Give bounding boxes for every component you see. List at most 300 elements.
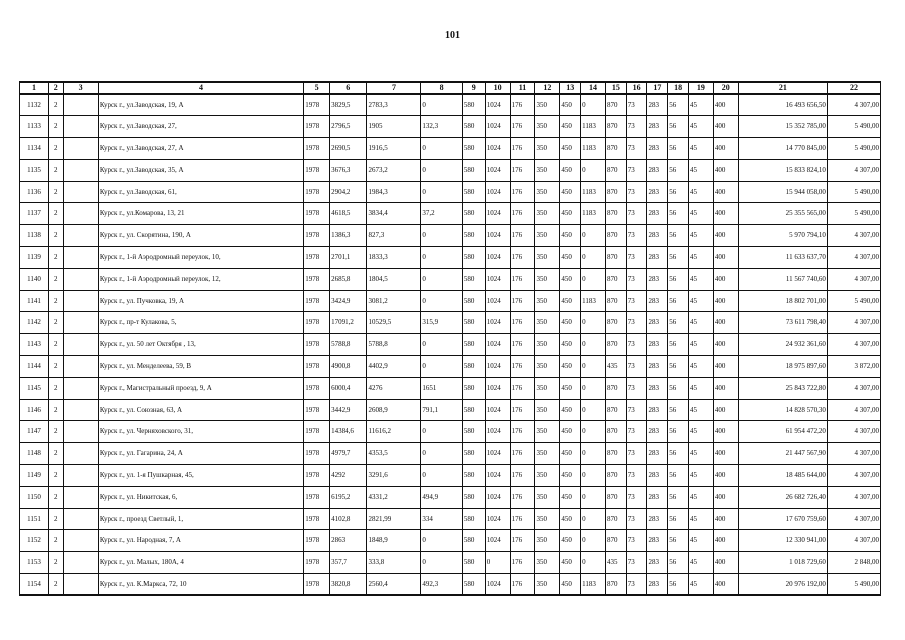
table-cell: 283 xyxy=(647,181,668,203)
table-cell: 350 xyxy=(535,574,560,596)
table-cell: 3829,5 xyxy=(330,94,367,116)
table-cell: 2 xyxy=(49,268,64,290)
table-cell: 56 xyxy=(668,486,689,508)
address-cell: Курск г., ул. К.Маркса, 72, 10 xyxy=(98,574,303,596)
table-cell: 176 xyxy=(510,552,535,574)
table-cell: 1153 xyxy=(20,552,49,574)
table-cell: 350 xyxy=(535,290,560,312)
table-cell: 580 xyxy=(462,465,485,487)
table-cell: 25 843 722,80 xyxy=(738,377,827,399)
table-cell: 45 xyxy=(688,268,713,290)
table-cell: 1978 xyxy=(304,508,330,530)
table-cell xyxy=(63,486,98,508)
table-cell: 176 xyxy=(510,334,535,356)
table-cell: 176 xyxy=(510,356,535,378)
table-cell: 45 xyxy=(688,486,713,508)
table-cell: 1804,5 xyxy=(367,268,421,290)
table-row xyxy=(20,356,881,378)
table-cell: 450 xyxy=(560,530,581,552)
column-header: 21 xyxy=(738,82,827,94)
table-cell: 1183 xyxy=(581,138,606,160)
table-cell: 0 xyxy=(581,247,606,269)
table-cell: 4 307,00 xyxy=(827,465,880,487)
table-cell: 4618,5 xyxy=(330,203,367,225)
table-cell: 2 xyxy=(49,574,64,596)
table-cell: 14 828 570,30 xyxy=(738,399,827,421)
table-cell: 400 xyxy=(713,377,738,399)
header-row xyxy=(20,82,881,94)
table-cell: 56 xyxy=(668,421,689,443)
table-cell: 5 970 794,10 xyxy=(738,225,827,247)
table-cell: 400 xyxy=(713,421,738,443)
table-cell: 450 xyxy=(560,334,581,356)
table-cell: 580 xyxy=(462,377,485,399)
table-cell: 4 307,00 xyxy=(827,508,880,530)
table-cell: 283 xyxy=(647,421,668,443)
table-cell: 350 xyxy=(535,508,560,530)
table-cell: 17 670 759,60 xyxy=(738,508,827,530)
table-cell: 2821,99 xyxy=(367,508,421,530)
table-cell: 17091,2 xyxy=(330,312,367,334)
table-cell: 283 xyxy=(647,530,668,552)
table-cell: 283 xyxy=(647,508,668,530)
table-cell: 56 xyxy=(668,530,689,552)
table-cell: 870 xyxy=(606,203,627,225)
table-cell: 0 xyxy=(421,225,462,247)
table-cell: 870 xyxy=(606,508,627,530)
table-cell: 1024 xyxy=(485,421,510,443)
table-cell: 176 xyxy=(510,203,535,225)
address-cell: Курск г., ул. Никитская, 6, xyxy=(98,486,303,508)
table-cell: 283 xyxy=(647,443,668,465)
table-cell: 1147 xyxy=(20,421,49,443)
table-cell: 1386,3 xyxy=(330,225,367,247)
table-cell: 283 xyxy=(647,247,668,269)
table-cell: 1024 xyxy=(485,225,510,247)
table-cell xyxy=(63,356,98,378)
table-cell: 1183 xyxy=(581,116,606,138)
table-cell: 870 xyxy=(606,465,627,487)
table-cell: 870 xyxy=(606,443,627,465)
table-cell: 56 xyxy=(668,116,689,138)
table-cell: 450 xyxy=(560,312,581,334)
table-cell: 2 xyxy=(49,486,64,508)
table-cell: 73 xyxy=(626,421,647,443)
table-cell: 2 xyxy=(49,181,64,203)
table-cell: 176 xyxy=(510,508,535,530)
table-cell: 26 682 726,40 xyxy=(738,486,827,508)
table-cell: 45 xyxy=(688,159,713,181)
table-cell: 56 xyxy=(668,334,689,356)
table-row xyxy=(20,225,881,247)
table-cell: 4 307,00 xyxy=(827,94,880,116)
table-cell: 73 xyxy=(626,159,647,181)
table-cell: 315,9 xyxy=(421,312,462,334)
table-cell: 492,3 xyxy=(421,574,462,596)
table-cell: 2 xyxy=(49,334,64,356)
table-cell: 73 xyxy=(626,312,647,334)
table-cell xyxy=(63,421,98,443)
table-cell: 0 xyxy=(581,312,606,334)
address-cell: Курск г., проезд Светлый, 1, xyxy=(98,508,303,530)
table-cell: 450 xyxy=(560,465,581,487)
address-cell: Курск г., ул.Заводская, 27, А xyxy=(98,138,303,160)
table-cell: 45 xyxy=(688,334,713,356)
table-cell: 73 xyxy=(626,247,647,269)
table-cell: 580 xyxy=(462,203,485,225)
table-cell: 870 xyxy=(606,486,627,508)
table-cell: 0 xyxy=(581,552,606,574)
table-cell: 870 xyxy=(606,247,627,269)
table-cell: 1984,3 xyxy=(367,181,421,203)
table-cell: 870 xyxy=(606,421,627,443)
table-cell: 45 xyxy=(688,290,713,312)
table-cell: 56 xyxy=(668,356,689,378)
table-cell: 450 xyxy=(560,552,581,574)
table-cell: 2690,5 xyxy=(330,138,367,160)
table-cell xyxy=(63,116,98,138)
table-cell: 0 xyxy=(421,181,462,203)
table-cell: 73 xyxy=(626,181,647,203)
table-cell: 2608,9 xyxy=(367,399,421,421)
table-cell: 400 xyxy=(713,465,738,487)
table-cell: 1139 xyxy=(20,247,49,269)
housing-registry-table xyxy=(19,81,881,596)
table-cell: 0 xyxy=(421,421,462,443)
table-row xyxy=(20,138,881,160)
table-cell xyxy=(63,530,98,552)
table-cell: 0 xyxy=(421,138,462,160)
table-row xyxy=(20,486,881,508)
table-cell: 73 xyxy=(626,508,647,530)
table-cell: 283 xyxy=(647,225,668,247)
table-cell: 350 xyxy=(535,465,560,487)
table-cell: 1024 xyxy=(485,465,510,487)
table-cell: 350 xyxy=(535,247,560,269)
table-cell: 580 xyxy=(462,443,485,465)
table-cell: 283 xyxy=(647,116,668,138)
table-cell: 1141 xyxy=(20,290,49,312)
table-cell: 3676,3 xyxy=(330,159,367,181)
table-cell xyxy=(63,181,98,203)
table-cell: 2 xyxy=(49,94,64,116)
table-cell: 0 xyxy=(581,399,606,421)
table-row xyxy=(20,268,881,290)
table-cell: 350 xyxy=(535,334,560,356)
table-cell: 580 xyxy=(462,399,485,421)
table-cell: 400 xyxy=(713,181,738,203)
table-cell: 3834,4 xyxy=(367,203,421,225)
table-cell: 176 xyxy=(510,465,535,487)
table-cell: 2 xyxy=(49,225,64,247)
table-cell: 61 954 472,20 xyxy=(738,421,827,443)
table-cell: 350 xyxy=(535,399,560,421)
table-cell: 0 xyxy=(581,334,606,356)
table-cell: 1978 xyxy=(304,465,330,487)
table-cell: 580 xyxy=(462,421,485,443)
table-cell: 0 xyxy=(581,225,606,247)
table-cell: 18 485 644,00 xyxy=(738,465,827,487)
column-header: 16 xyxy=(626,82,647,94)
address-cell: Курск г., пр-т Кулакова, 5, xyxy=(98,312,303,334)
table-cell: 1024 xyxy=(485,268,510,290)
column-header: 15 xyxy=(606,82,627,94)
table-cell: 870 xyxy=(606,138,627,160)
table-cell: 73 xyxy=(626,530,647,552)
table-cell xyxy=(63,203,98,225)
table-cell: 870 xyxy=(606,377,627,399)
table-cell: 56 xyxy=(668,399,689,421)
table-cell: 4 307,00 xyxy=(827,247,880,269)
table-cell: 4 307,00 xyxy=(827,486,880,508)
table-cell: 1978 xyxy=(304,399,330,421)
table-cell: 1146 xyxy=(20,399,49,421)
table-cell: 45 xyxy=(688,465,713,487)
table-cell: 1138 xyxy=(20,225,49,247)
table-cell: 0 xyxy=(421,356,462,378)
table-cell: 435 xyxy=(606,552,627,574)
table-cell: 56 xyxy=(668,225,689,247)
table-cell: 2796,5 xyxy=(330,116,367,138)
table-row xyxy=(20,203,881,225)
table-cell: 5 490,00 xyxy=(827,116,880,138)
table-cell: 580 xyxy=(462,530,485,552)
table-cell: 2 xyxy=(49,116,64,138)
table-row xyxy=(20,334,881,356)
table-cell: 2863 xyxy=(330,530,367,552)
table-cell: 283 xyxy=(647,399,668,421)
table-cell: 283 xyxy=(647,377,668,399)
address-cell: Курск г., ул. Союзная, 63, А xyxy=(98,399,303,421)
table-cell xyxy=(63,377,98,399)
table-cell: 56 xyxy=(668,508,689,530)
table-cell: 56 xyxy=(668,268,689,290)
table-cell: 450 xyxy=(560,421,581,443)
table-cell: 1148 xyxy=(20,443,49,465)
table-cell: 283 xyxy=(647,94,668,116)
table-cell: 450 xyxy=(560,94,581,116)
table-cell: 45 xyxy=(688,203,713,225)
table-cell: 350 xyxy=(535,356,560,378)
table-cell: 1978 xyxy=(304,312,330,334)
table-cell: 1133 xyxy=(20,116,49,138)
table-cell: 580 xyxy=(462,552,485,574)
table-cell: 0 xyxy=(421,530,462,552)
table-cell: 45 xyxy=(688,377,713,399)
table-cell: 870 xyxy=(606,399,627,421)
table-cell: 73 xyxy=(626,443,647,465)
table-cell: 1024 xyxy=(485,356,510,378)
column-header: 20 xyxy=(713,82,738,94)
table-cell: 56 xyxy=(668,312,689,334)
table-cell: 4 307,00 xyxy=(827,443,880,465)
table-cell: 0 xyxy=(581,508,606,530)
table-cell: 870 xyxy=(606,94,627,116)
table-cell: 2783,3 xyxy=(367,94,421,116)
table-cell: 450 xyxy=(560,138,581,160)
table-cell: 1183 xyxy=(581,574,606,596)
table-cell: 73 xyxy=(626,486,647,508)
table-cell: 0 xyxy=(581,356,606,378)
address-cell: Курск г., ул. 1-я Пушкарная, 45, xyxy=(98,465,303,487)
table-cell: 350 xyxy=(535,312,560,334)
table-cell xyxy=(63,312,98,334)
table-cell: 450 xyxy=(560,116,581,138)
table-cell: 1024 xyxy=(485,138,510,160)
table-cell: 0 xyxy=(581,377,606,399)
table-cell: 56 xyxy=(668,138,689,160)
table-cell: 870 xyxy=(606,334,627,356)
table-cell: 2 xyxy=(49,465,64,487)
table-cell: 1978 xyxy=(304,421,330,443)
table-cell: 45 xyxy=(688,399,713,421)
table-cell: 494,9 xyxy=(421,486,462,508)
table-row xyxy=(20,574,881,596)
table-cell: 176 xyxy=(510,138,535,160)
table-cell: 350 xyxy=(535,486,560,508)
table-cell: 1024 xyxy=(485,574,510,596)
table-cell: 350 xyxy=(535,181,560,203)
table-cell: 580 xyxy=(462,138,485,160)
table-cell: 400 xyxy=(713,486,738,508)
table-cell: 400 xyxy=(713,574,738,596)
table-cell: 580 xyxy=(462,312,485,334)
table-cell: 2 xyxy=(49,443,64,465)
table-cell: 400 xyxy=(713,312,738,334)
table-row xyxy=(20,465,881,487)
table-cell: 1978 xyxy=(304,159,330,181)
table-cell: 2 xyxy=(49,203,64,225)
table-cell: 1978 xyxy=(304,443,330,465)
table-cell: 73 xyxy=(626,203,647,225)
table-cell: 791,1 xyxy=(421,399,462,421)
column-header: 8 xyxy=(421,82,462,94)
table-cell: 580 xyxy=(462,356,485,378)
table-cell: 3 872,00 xyxy=(827,356,880,378)
table-cell: 1978 xyxy=(304,356,330,378)
table-cell xyxy=(63,443,98,465)
table-cell: 1024 xyxy=(485,334,510,356)
table-cell: 400 xyxy=(713,334,738,356)
table-cell: 1978 xyxy=(304,247,330,269)
table-cell: 1916,5 xyxy=(367,138,421,160)
table-cell: 400 xyxy=(713,159,738,181)
table-cell: 6000,4 xyxy=(330,377,367,399)
table-cell: 73 xyxy=(626,465,647,487)
table-cell: 2 xyxy=(49,530,64,552)
table-cell: 73 xyxy=(626,138,647,160)
address-cell: Курск г., Магистральный проезд, 9, А xyxy=(98,377,303,399)
table-cell: 10529,5 xyxy=(367,312,421,334)
table-row xyxy=(20,94,881,116)
table-cell: 3424,9 xyxy=(330,290,367,312)
table-cell: 1024 xyxy=(485,508,510,530)
table-cell: 1651 xyxy=(421,377,462,399)
column-header: 12 xyxy=(535,82,560,94)
table-cell: 24 932 361,60 xyxy=(738,334,827,356)
column-header: 19 xyxy=(688,82,713,94)
table-cell: 1154 xyxy=(20,574,49,596)
table-cell: 4979,7 xyxy=(330,443,367,465)
table-cell: 176 xyxy=(510,181,535,203)
table-cell: 4 307,00 xyxy=(827,334,880,356)
table-cell: 450 xyxy=(560,203,581,225)
address-cell: Курск г., 1-й Аэродромный переулок, 12, xyxy=(98,268,303,290)
table-cell: 1024 xyxy=(485,203,510,225)
table-cell: 6195,2 xyxy=(330,486,367,508)
table-cell: 56 xyxy=(668,290,689,312)
table-cell: 5788,8 xyxy=(367,334,421,356)
table-cell: 0 xyxy=(581,268,606,290)
table-cell: 1149 xyxy=(20,465,49,487)
table-cell: 45 xyxy=(688,312,713,334)
table-cell xyxy=(63,268,98,290)
table-cell: 176 xyxy=(510,116,535,138)
table-cell: 1024 xyxy=(485,159,510,181)
address-cell: Курск г., 1-й Аэродромный переулок, 10, xyxy=(98,247,303,269)
table-cell: 1024 xyxy=(485,290,510,312)
table-cell: 283 xyxy=(647,138,668,160)
table-row xyxy=(20,290,881,312)
table-cell: 5 490,00 xyxy=(827,574,880,596)
table-cell: 4 307,00 xyxy=(827,225,880,247)
table-cell: 283 xyxy=(647,268,668,290)
table-cell: 870 xyxy=(606,181,627,203)
column-header: 14 xyxy=(581,82,606,94)
table-cell: 1978 xyxy=(304,181,330,203)
table-row xyxy=(20,530,881,552)
address-cell: Курск г., ул.Комарова, 13, 21 xyxy=(98,203,303,225)
page-number: 101 xyxy=(445,30,460,41)
table-cell: 400 xyxy=(713,247,738,269)
address-cell: Курск г., ул. Скорятина, 190, А xyxy=(98,225,303,247)
table-cell: 5 490,00 xyxy=(827,290,880,312)
table-cell: 450 xyxy=(560,377,581,399)
table-cell: 2 xyxy=(49,508,64,530)
table-cell: 0 xyxy=(421,159,462,181)
table-cell: 1136 xyxy=(20,181,49,203)
table-cell: 1135 xyxy=(20,159,49,181)
table-cell: 1833,3 xyxy=(367,247,421,269)
table-cell: 45 xyxy=(688,94,713,116)
table-cell: 45 xyxy=(688,508,713,530)
table-cell: 73 611 798,40 xyxy=(738,312,827,334)
table-cell: 0 xyxy=(485,552,510,574)
table-cell: 1024 xyxy=(485,116,510,138)
table-cell: 15 833 824,10 xyxy=(738,159,827,181)
table-row xyxy=(20,552,881,574)
table-cell: 176 xyxy=(510,443,535,465)
table-cell: 3442,9 xyxy=(330,399,367,421)
table-cell: 18 802 701,00 xyxy=(738,290,827,312)
table-cell: 580 xyxy=(462,159,485,181)
table-cell xyxy=(63,138,98,160)
table-cell: 2560,4 xyxy=(367,574,421,596)
address-cell: Курск г., ул. Гагарина, 24, А xyxy=(98,443,303,465)
table-cell: 450 xyxy=(560,247,581,269)
table-cell: 1132 xyxy=(20,94,49,116)
table-cell: 1024 xyxy=(485,181,510,203)
table-cell: 176 xyxy=(510,377,535,399)
table-row xyxy=(20,181,881,203)
table-cell: 350 xyxy=(535,268,560,290)
table-cell: 45 xyxy=(688,225,713,247)
table-cell: 45 xyxy=(688,181,713,203)
table-cell: 4276 xyxy=(367,377,421,399)
table-cell: 0 xyxy=(421,334,462,356)
table-cell: 1183 xyxy=(581,181,606,203)
table-cell: 45 xyxy=(688,138,713,160)
